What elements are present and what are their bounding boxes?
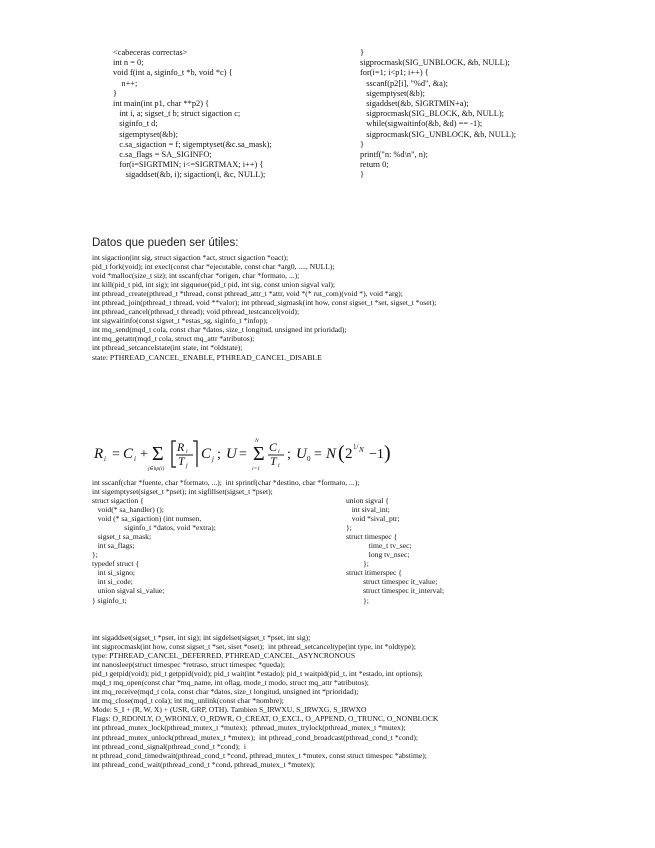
- code-line: sscanf(p2[i], "%d", &a);: [360, 78, 449, 88]
- svg-text:N: N: [326, 446, 337, 462]
- code-line: int i, a; sigset_t b; struct sigaction c;: [113, 109, 241, 119]
- svg-text:N: N: [359, 446, 364, 454]
- svg-text:i: i: [278, 449, 280, 455]
- svg-text:Σ: Σ: [152, 443, 164, 465]
- struct-line: typedef struct {: [92, 559, 140, 569]
- code-line: sigaddset(&b, i); sigaction(i, &c, NULL);: [113, 170, 266, 180]
- code-line: c.sa_sigaction = f; sigemptyset(&c.sa_mask);: [113, 139, 272, 149]
- code-line: sigprocmask(SIG_UNBLOCK, &b, NULL);: [360, 58, 510, 68]
- formula-graphic: [92, 434, 512, 474]
- reference-line: void *malloc(size_t siz); int sscanf(char *origen, char *formato, ...);: [92, 271, 300, 281]
- reference-line: int nanosleep(struct timespec *retraso, struct timespec *queda);: [92, 660, 285, 670]
- svg-text:U: U: [296, 446, 307, 462]
- code-line: for(i=SIGRTMIN; i<=SIGRTMAX; i++) {: [113, 160, 264, 170]
- svg-text:=: =: [239, 447, 247, 462]
- code-line: while(sigwaitinfo(&b, &d) == -1);: [360, 119, 483, 129]
- svg-text:;: ;: [217, 447, 221, 462]
- svg-text:0: 0: [307, 455, 311, 463]
- reference-line: int sigwaitinfo(const sigset_t *estas_sg, siginfo_t *infop);: [92, 316, 268, 326]
- reference-line: int sscanf(char *fuente, char *formato, ...); int sprintf(char *destino, char *formato, ...);: [92, 478, 360, 487]
- struct-line: siginfo_t *datos, void *extra);: [92, 523, 216, 533]
- struct-definitions-right: [346, 496, 596, 605]
- code-line: n++;: [113, 78, 138, 88]
- code-line: }: [113, 88, 118, 98]
- struct-line: };: [92, 550, 98, 560]
- reference-list-bottom: [92, 633, 592, 769]
- reference-line: int pthread_create(pthread_t *thread, const pthread_attr_t *attr, void *(* rut_com)(void *), void *arg);: [92, 289, 403, 299]
- reference-line: nt pthread_cond_timedwait(pthread_cond_t *cond, pthread_mutex_t *mutex, const struct timespec *abstime);: [92, 750, 427, 760]
- code-line: sigprocmask(SIG_UNBLOCK, &b, NULL);: [360, 129, 517, 139]
- reference-list-middle: [92, 478, 592, 496]
- reference-line: int pthread_join(pthread_t thread, void **valor); int pthread_sigmask(int how, const sigset_t *set, sigset_t *oset);: [92, 298, 437, 308]
- svg-text:): ): [384, 442, 391, 464]
- reference-line: int pthread_cancel(pthread_t thread); void pthread_testcancel(void);: [92, 307, 300, 317]
- reference-line: int mq_getattr(mqd_t cola, struct mq_attr *atributos);: [92, 334, 255, 344]
- svg-text:U: U: [226, 446, 237, 462]
- svg-text:;: ;: [287, 447, 291, 462]
- struct-line: struct sigaction {: [92, 496, 144, 505]
- svg-text:j: j: [186, 463, 188, 469]
- svg-text:C: C: [201, 446, 212, 462]
- code-line: int main(int p1, char **p2) {: [113, 99, 210, 109]
- code-line: siginfo_t d;: [113, 119, 158, 129]
- code-line: sigemptyset(&b);: [113, 129, 178, 139]
- reference-line: int sigemptyset(sigset_t *pset); int sigfillset(sigset_t *pset);: [92, 487, 273, 497]
- svg-text:T: T: [270, 454, 277, 468]
- code-line: int n = 0;: [113, 58, 144, 68]
- code-line: sigaddset(&b, SIGRTMIN+a);: [360, 99, 469, 109]
- struct-line: int sival_int;: [346, 505, 390, 515]
- code-line: printf("n: %d\n", n);: [360, 150, 429, 160]
- svg-text:i: i: [186, 449, 188, 455]
- reference-line: type: PTHREAD_CANCEL_DEFERRED, PTHREAD_CANCEL_ASYNCRONOUS: [92, 651, 356, 661]
- reference-line: int mq_receive(mqd_t cola, const char *datos, size_t longitud, unsigned int *prioridad);: [92, 687, 359, 697]
- struct-line: struct itimerspec {: [346, 568, 402, 578]
- struct-line: struct timespec {: [346, 532, 398, 542]
- struct-definitions-left: [92, 496, 342, 605]
- code-line: void f(int a, siginfo_t *b, void *c) {: [113, 68, 233, 78]
- struct-line: void(* sa_handler) ();: [92, 505, 164, 515]
- svg-text:i: i: [134, 455, 136, 463]
- struct-line: int si_code;: [92, 577, 133, 587]
- code-line: }: [360, 48, 365, 57]
- reference-line: mqd_t mq_open(const char *mq_name, int oflag, mode_t modo, struct mq_attr *atributos);: [92, 678, 369, 688]
- reference-line: int kill(pid_t pid, int sig); int sigqueue(pid_t pid, int sig, const union sigval val);: [92, 280, 335, 290]
- reference-line: int sigprocmask(int how, const sigset_t *set, siset *oset); int pthread_setcanceltype(int type, int *oldtype);: [92, 642, 416, 652]
- svg-text:+: +: [140, 447, 148, 462]
- svg-text:(: (: [338, 442, 345, 464]
- struct-line: long tv_nsec;: [346, 550, 410, 560]
- svg-text:C: C: [123, 446, 134, 462]
- struct-line: time_t tv_sec;: [346, 541, 412, 551]
- svg-text:T: T: [178, 454, 185, 468]
- code-line: c.sa_flags = SA_SIGINFO;: [113, 150, 212, 160]
- code-line: <cabeceras correctas>: [113, 48, 188, 57]
- svg-text:1/: 1/: [353, 443, 359, 451]
- struct-line: void *sival_ptr;: [346, 514, 400, 524]
- useful-data-heading: Datos que pueden ser útiles:: [92, 237, 239, 249]
- struct-line: };: [346, 523, 352, 533]
- response-time-formula: [92, 434, 512, 474]
- svg-text:R: R: [94, 446, 104, 462]
- reference-line: int pthread_mutex_lock(pthread_mutex_t *mutex); pthread_mutex_trylock(pthread_mutex_t *mutex);: [92, 723, 406, 733]
- reference-line: int pthread_cond_wait(pthread_cond_t *cond, pthread_mutex_t *mutex);: [92, 759, 315, 769]
- struct-line: };: [346, 595, 369, 605]
- code-listing-left: [113, 48, 348, 181]
- svg-text:Σ: Σ: [253, 443, 265, 465]
- svg-text:j∈hp(i): j∈hp(i): [148, 466, 165, 472]
- struct-line: sigset_t sa_mask;: [92, 532, 152, 542]
- struct-line: struct timespec it_value;: [346, 577, 438, 587]
- reference-line: int mq_close(mqd_t cola); int mq_unlink(const char *nombre);: [92, 696, 284, 706]
- code-line: sigprocmask(SIG_BLOCK, &b, NULL);: [360, 109, 504, 119]
- code-line: return 0;: [360, 160, 389, 170]
- svg-text:=: =: [112, 447, 120, 462]
- reference-line: int pthread_mutex_unlock(pthread_mutex_t *mutex); int pthread_cond_broadcast(pthread_cond_t *cond);: [92, 732, 419, 742]
- svg-text:i: i: [278, 463, 280, 469]
- svg-text:R: R: [177, 440, 185, 454]
- svg-text:−1: −1: [369, 447, 384, 462]
- svg-text:=: =: [314, 447, 322, 462]
- reference-line: state: PTHREAD_CANCEL_ENABLE, PTHREAD_CANCEL_DISABLE: [92, 352, 322, 362]
- svg-text:j: j: [212, 455, 214, 463]
- struct-line: } siginfo_t;: [92, 595, 127, 605]
- svg-text:i=1: i=1: [252, 466, 260, 472]
- reference-line: int pthread_setcancelstate(int state, int *oldstate);: [92, 343, 243, 353]
- reference-line: pid_t getpid(void); pid_t getppid(void); pid_t wait(int *estado); pid_t waitpid(pid_t, int *estado, int options);: [92, 669, 423, 679]
- struct-line: void (* sa_sigaction) (int numsen,: [92, 514, 202, 524]
- struct-line: int sa_flags;: [92, 541, 135, 551]
- reference-line: Mode: S_I + (R, W, X) + (USR, GRP, OTH). Tambien S_IRWXU, S_IRWXG, S_IRWXO: [92, 705, 367, 715]
- reference-line: Flags: O_RDONLY, O_WRONLY, O_RDWR, O_CREAT, O_EXCL, O_APPEND, O_TRUNC, O_NONBLOCK: [92, 714, 439, 724]
- struct-line: union sigval si_value;: [92, 586, 165, 596]
- struct-line: union sigval {: [346, 496, 389, 505]
- reference-line: int sigaction(int sig, struct sigaction *act, struct sigaction *oact);: [92, 253, 289, 262]
- svg-text:i: i: [104, 455, 106, 463]
- code-line: for(i=1; i<p1; i++) {: [360, 68, 429, 78]
- struct-line: struct timespec it_interval;: [346, 586, 445, 596]
- reference-line: int mq_send(mqd_t cola, const char *datos, size_t longitud, unsigned int prioridad);: [92, 325, 347, 335]
- code-line: sigemptyset(&b);: [360, 88, 425, 98]
- code-line: }: [360, 139, 365, 149]
- svg-text:N: N: [255, 438, 259, 444]
- struct-line: int si_signo;: [92, 568, 136, 578]
- reference-line: pid_t fork(void); int execl(const char *ejecutable, const char *arg0, ...., NULL);: [92, 262, 335, 272]
- code-listing-right: [360, 48, 600, 181]
- svg-text:2: 2: [345, 446, 353, 462]
- struct-line: };: [346, 559, 369, 569]
- reference-line: int sigaddset(sigset_t *pset, int sig); int sigdelset(sigset_t *pset, int sig);: [92, 633, 311, 642]
- reference-line: int pthread_cond_signal(pthread_cond_t *cond); i: [92, 741, 246, 751]
- code-line: }: [360, 170, 365, 180]
- svg-text:C: C: [269, 440, 278, 454]
- reference-list-top: [92, 253, 592, 362]
